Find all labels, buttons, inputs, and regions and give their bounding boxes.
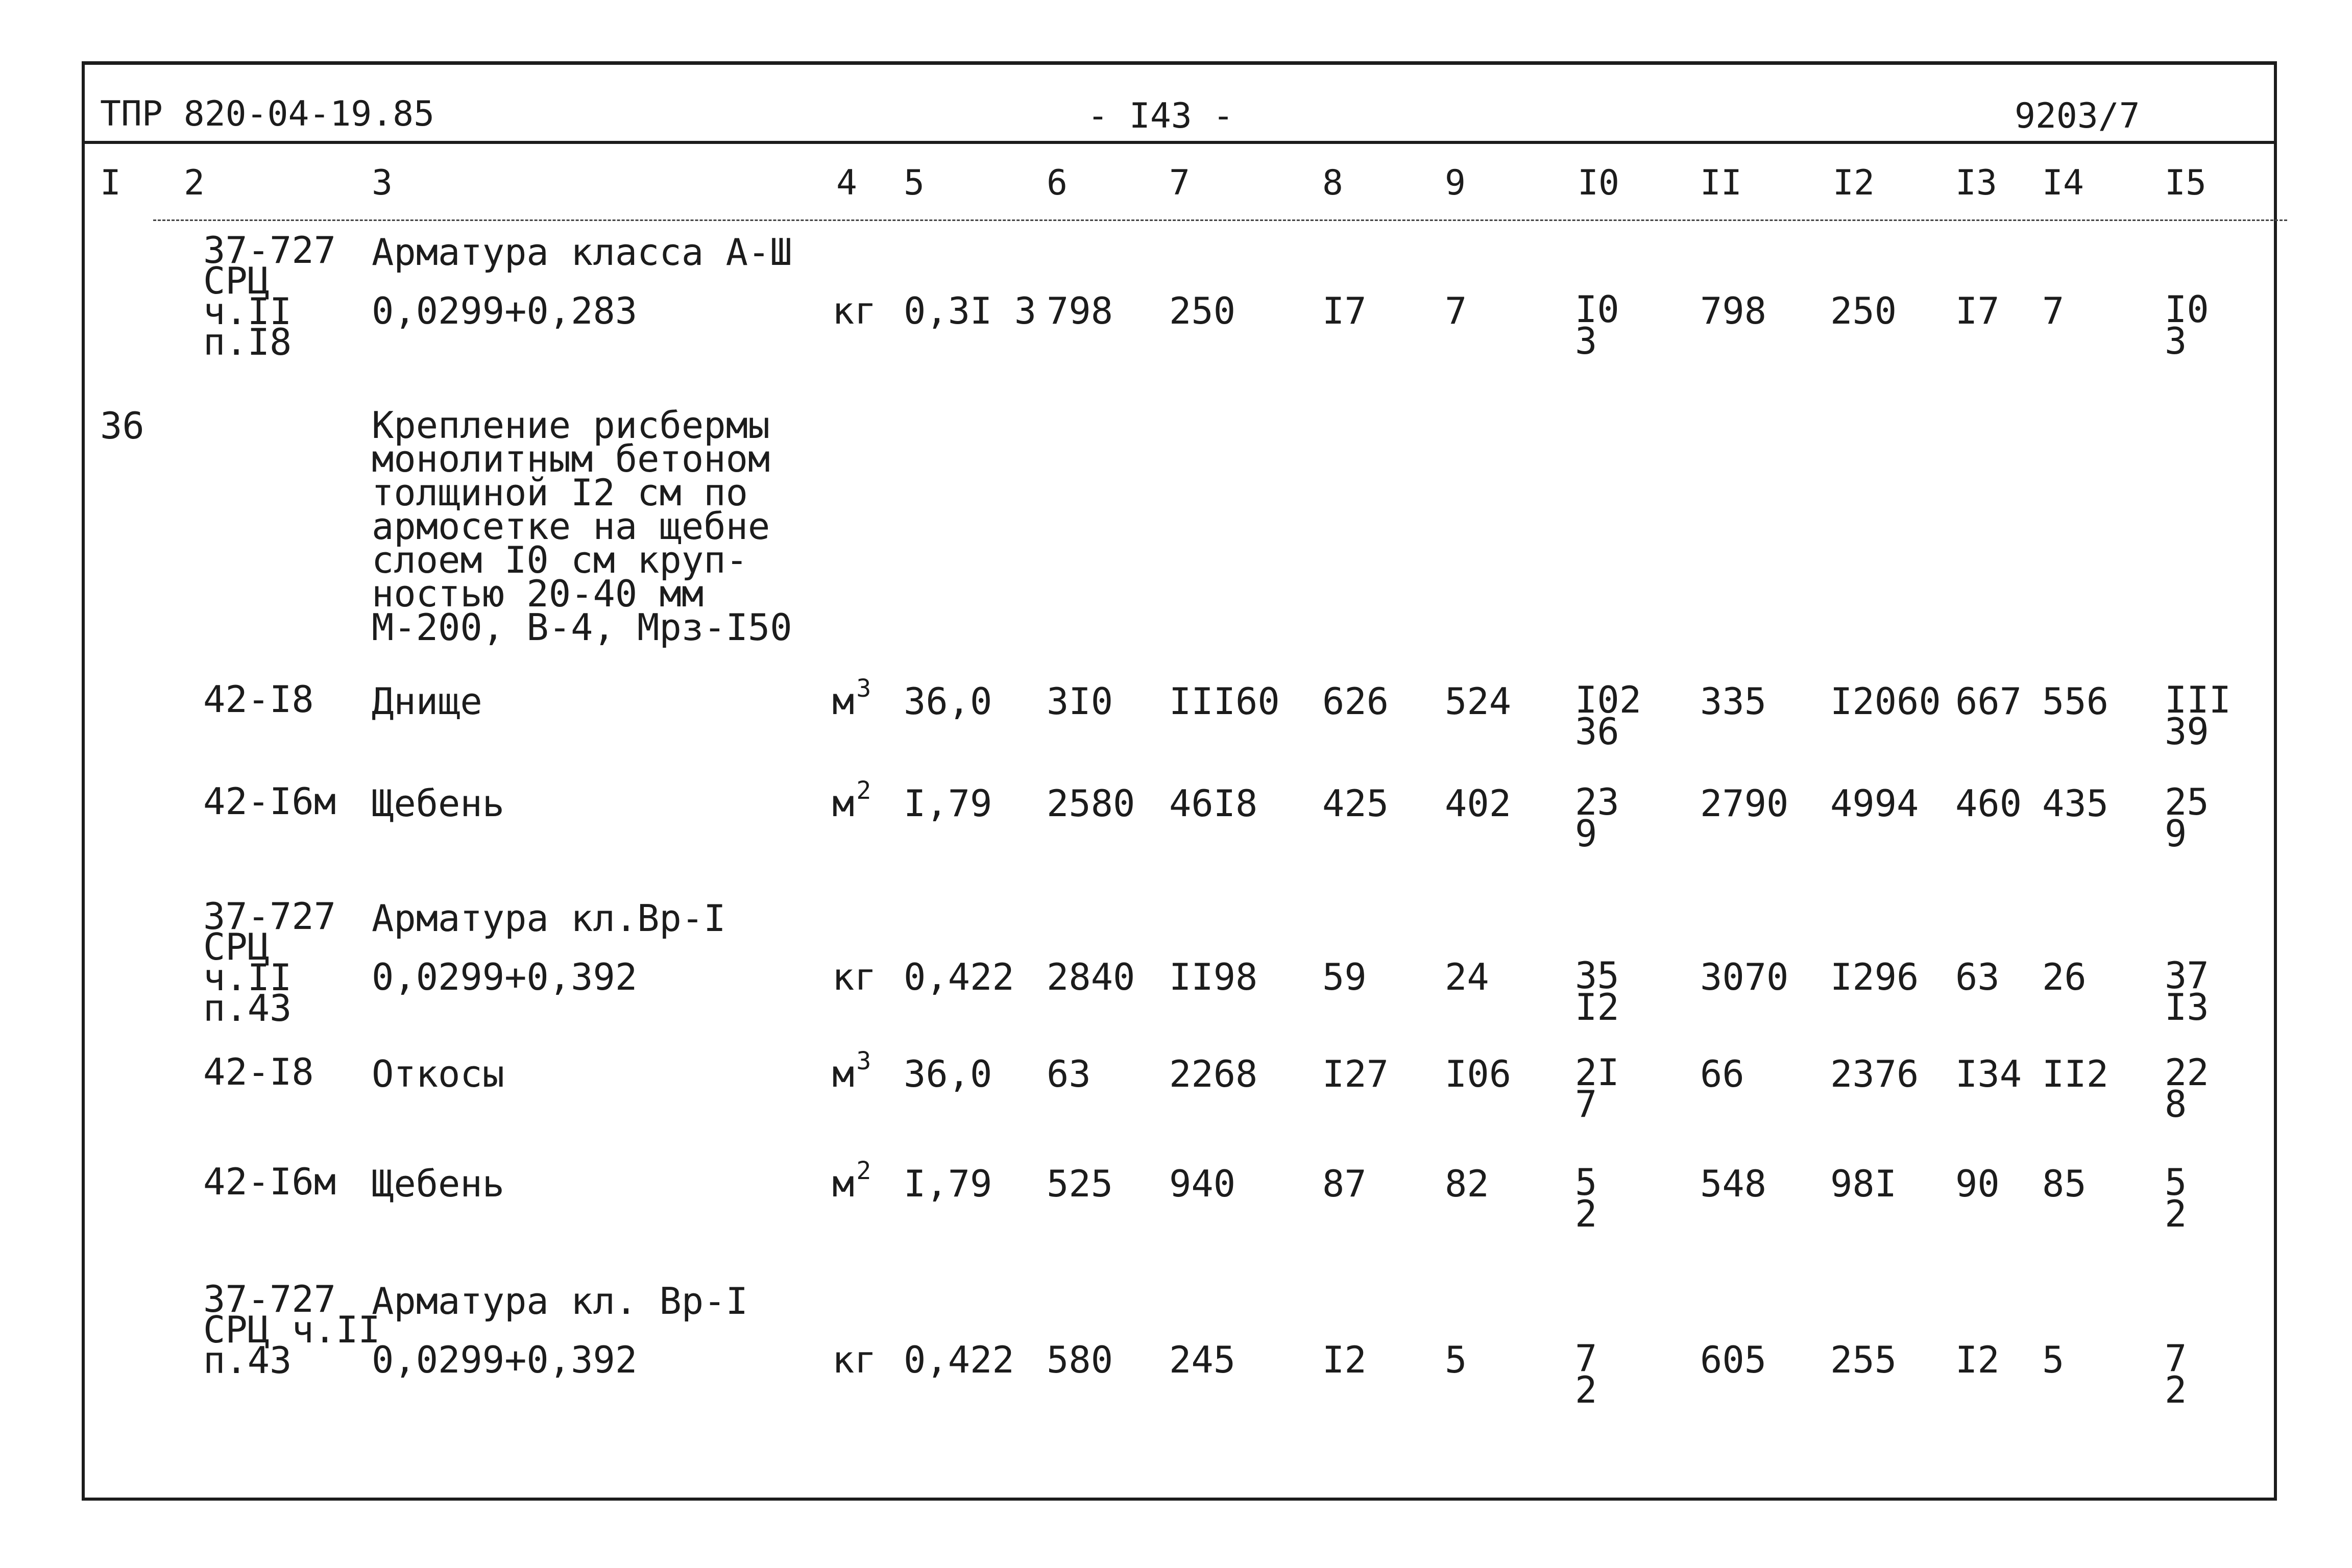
value-c15-line: 39	[2165, 710, 2209, 753]
code-line: СРЦ	[203, 259, 270, 302]
value-c14: 85	[2042, 1162, 2087, 1205]
value-c7: II98	[1169, 955, 1258, 998]
value-c6: 2840	[1047, 955, 1135, 998]
value-c9: 5	[1445, 1338, 1467, 1381]
value-c15	[2165, 954, 2209, 1028]
value-c10-line: 35	[1575, 954, 1619, 997]
value-c15-line: 8	[2165, 1083, 2187, 1125]
value-c13: I7	[1955, 289, 2000, 332]
code-line: 42-I8	[203, 1050, 314, 1093]
unit-exponent: 2	[856, 1157, 871, 1185]
column-number-14: I4	[2042, 163, 2084, 203]
value-c11: 798	[1700, 289, 1767, 332]
quantity: 36,0	[904, 680, 992, 723]
item-name: Арматура класса А-Ш	[372, 231, 792, 274]
value-c14: 5	[2042, 1338, 2065, 1381]
value-c10-line: 7	[1575, 1083, 1597, 1125]
item-name: Днище	[372, 680, 482, 723]
value-c12: 250	[1830, 289, 1897, 332]
rate-formula: 0,0299+0,392	[372, 1338, 638, 1381]
code	[203, 229, 336, 363]
code	[203, 895, 336, 1030]
value-c7: 2268	[1169, 1052, 1258, 1095]
column-number-10: I0	[1578, 163, 1619, 203]
row-description-line: слоем I0 см круп-	[372, 538, 748, 581]
unit: $м^3$	[832, 1047, 871, 1095]
value-c7: 245	[1169, 1338, 1236, 1381]
unit: кг	[832, 289, 877, 332]
column-number-12: I2	[1833, 163, 1875, 203]
value-c14: 556	[2042, 680, 2109, 723]
quantity: 0,3I 3	[904, 289, 1037, 332]
code-line: п.I8	[203, 321, 292, 363]
value-c7: III60	[1169, 680, 1280, 723]
code-line: СРЦ ч.II	[203, 1308, 380, 1351]
value-c8: I27	[1322, 1052, 1389, 1095]
column-number-1: I	[100, 163, 121, 203]
unit: $м^2$	[832, 1157, 871, 1205]
value-c8: 87	[1322, 1162, 1367, 1205]
row-description-line: ностью 20-40 мм	[372, 572, 704, 615]
value-c15	[2165, 1051, 2209, 1125]
value-c15-line: 9	[2165, 812, 2187, 855]
value-c6: 63	[1047, 1052, 1091, 1095]
value-c15	[2165, 780, 2209, 855]
quantity: 36,0	[904, 1052, 992, 1095]
value-c13: I2	[1955, 1338, 2000, 1381]
rate-formula: 0,0299+0,392	[372, 955, 638, 998]
value-c11: 2790	[1700, 782, 1789, 825]
value-c10-line: I0	[1575, 288, 1619, 331]
page-number: - I43 -	[1087, 96, 1234, 136]
quantity: I,79	[904, 782, 992, 825]
value-c15-line: 2	[2165, 1368, 2187, 1411]
item-name: Арматура кл.Вр-I	[372, 897, 726, 940]
value-c13: 63	[1955, 955, 2000, 998]
code	[203, 678, 314, 721]
value-c9: I06	[1445, 1052, 1512, 1095]
row-description-line: Крепление рисбермы	[372, 404, 770, 447]
value-c13: 90	[1955, 1162, 2000, 1205]
code-line: ч.II	[203, 290, 292, 333]
row-description-line: монолитным бетоном	[372, 437, 770, 480]
unit: кг	[832, 955, 877, 998]
value-c9: 24	[1445, 955, 1489, 998]
quantity: I,79	[904, 1162, 992, 1205]
value-c12: 98I	[1830, 1162, 1897, 1205]
value-c12: 4994	[1830, 782, 1919, 825]
column-number-6: 6	[1047, 163, 1068, 203]
code-line: п.43	[203, 987, 292, 1030]
code	[203, 1160, 336, 1203]
value-c14: 435	[2042, 782, 2109, 825]
value-c10-line: 2I	[1575, 1051, 1619, 1094]
value-c13: 460	[1955, 782, 2022, 825]
value-c10	[1575, 1337, 1597, 1411]
value-c10-line: I02	[1575, 678, 1642, 721]
code-line: 37-727	[203, 1278, 336, 1320]
column-number-4: 4	[836, 163, 857, 203]
value-c8: I2	[1322, 1338, 1367, 1381]
value-c15	[2165, 1337, 2187, 1411]
value-c7: 250	[1169, 289, 1236, 332]
code-line: 42-I8	[203, 678, 314, 721]
value-c8: 425	[1322, 782, 1389, 825]
value-c14: 7	[2042, 289, 2065, 332]
value-c15-line: III	[2165, 678, 2232, 721]
column-number-9: 9	[1445, 163, 1466, 203]
value-c15-line: 7	[2165, 1337, 2187, 1380]
quantity: 0,422	[904, 1338, 1014, 1381]
value-c15-line: 2	[2165, 1192, 2187, 1235]
row-description-line: толщиной I2 см по	[372, 471, 748, 514]
value-c10	[1575, 288, 1619, 362]
value-c10	[1575, 780, 1619, 855]
value-c13: I34	[1955, 1052, 2022, 1095]
column-number-7: 7	[1169, 163, 1190, 203]
unit: $м^3$	[832, 674, 871, 723]
column-number-8: 8	[1322, 163, 1343, 203]
value-c15-line: 22	[2165, 1051, 2209, 1094]
value-c15-line: I3	[2165, 986, 2209, 1028]
value-c15-line: 37	[2165, 954, 2209, 997]
value-c10-line: 9	[1575, 812, 1597, 855]
value-c15	[2165, 1161, 2187, 1235]
value-c11: 66	[1700, 1052, 1744, 1095]
value-c8: 59	[1322, 955, 1367, 998]
unit-exponent: 3	[856, 674, 871, 703]
unit: $м^2$	[832, 776, 871, 825]
column-number-13: I3	[1955, 163, 1997, 203]
value-c10-line: 5	[1575, 1161, 1597, 1204]
row-description	[372, 404, 792, 649]
rate-formula: 0,0299+0,283	[372, 289, 638, 332]
value-c11: 605	[1700, 1338, 1767, 1381]
item-name: Откосы	[372, 1052, 505, 1095]
value-c10	[1575, 1161, 1597, 1235]
value-c10-line: 36	[1575, 710, 1619, 753]
row-description-line: армосетке на щебне	[372, 505, 770, 548]
value-c6: 2580	[1047, 782, 1135, 825]
code-line: 37-727	[203, 895, 336, 938]
value-c10	[1575, 1051, 1619, 1125]
value-c7: 940	[1169, 1162, 1236, 1205]
value-c13: 667	[1955, 680, 2022, 723]
item-name: Щебень	[372, 782, 505, 825]
quantity: 0,422	[904, 955, 1014, 998]
frame-top-rule	[82, 61, 2277, 65]
code-line: 42-I6м	[203, 780, 336, 823]
value-c10-line: 2	[1575, 1368, 1597, 1411]
value-c15-line: 25	[2165, 780, 2209, 823]
document-code: ТПР 820-04-19.85	[100, 94, 435, 134]
column-number-11: II	[1700, 163, 1742, 203]
value-c10	[1575, 678, 1642, 753]
value-c8: 626	[1322, 680, 1389, 723]
value-c9: 82	[1445, 1162, 1489, 1205]
code-line: 42-I6м	[203, 1160, 336, 1203]
value-c9: 402	[1445, 782, 1512, 825]
unit-exponent: 3	[856, 1047, 871, 1075]
value-c12: I296	[1830, 955, 1919, 998]
column-number-3: 3	[372, 163, 393, 203]
value-c10	[1575, 954, 1619, 1028]
value-c10-line: 3	[1575, 320, 1597, 362]
value-c15-line: 5	[2165, 1161, 2187, 1204]
column-number-2: 2	[184, 163, 205, 203]
value-c15	[2165, 678, 2232, 753]
code	[203, 1050, 314, 1093]
value-c10-line: 23	[1575, 780, 1619, 823]
value-c10-line: I2	[1575, 986, 1619, 1028]
value-c14: 26	[2042, 955, 2087, 998]
value-c7: 46I8	[1169, 782, 1258, 825]
value-c12: 255	[1830, 1338, 1897, 1381]
value-c9: 524	[1445, 680, 1512, 723]
value-c15	[2165, 288, 2209, 362]
item-name: Арматура кл. Вр-I	[372, 1280, 748, 1322]
value-c15-line: I0	[2165, 288, 2209, 331]
row-description-line: М-200, В-4, Мрз-I50	[372, 606, 792, 649]
header-rule	[82, 141, 2277, 144]
row-number: 36	[100, 404, 144, 447]
value-c6: 580	[1047, 1338, 1113, 1381]
code-line: ч.II	[203, 956, 292, 999]
value-c14: II2	[2042, 1052, 2109, 1095]
value-c15-line: 3	[2165, 320, 2187, 362]
code	[203, 1278, 380, 1382]
value-c11: 335	[1700, 680, 1767, 723]
sheet-code: 9203/7	[2015, 96, 2140, 136]
unit-exponent: 2	[856, 776, 871, 805]
column-number-5: 5	[904, 163, 925, 203]
value-c11: 548	[1700, 1162, 1767, 1205]
column-header-dashes	[153, 219, 2287, 221]
value-c10-line: 2	[1575, 1192, 1597, 1235]
value-c12: I2060	[1830, 680, 1941, 723]
code-line: 37-727	[203, 229, 336, 272]
value-c6: 798	[1047, 289, 1113, 332]
unit: кг	[832, 1338, 877, 1381]
code-line: п.43	[203, 1339, 292, 1382]
column-number-15: I5	[2165, 163, 2206, 203]
code-line: СРЦ	[203, 925, 270, 968]
value-c8: I7	[1322, 289, 1367, 332]
item-name: Щебень	[372, 1162, 505, 1205]
code	[203, 780, 336, 823]
value-c6: 525	[1047, 1162, 1113, 1205]
value-c12: 2376	[1830, 1052, 1919, 1095]
value-c6: 3I0	[1047, 680, 1113, 723]
value-c10-line: 7	[1575, 1337, 1597, 1380]
value-c9: 7	[1445, 289, 1467, 332]
value-c11: 3070	[1700, 955, 1789, 998]
